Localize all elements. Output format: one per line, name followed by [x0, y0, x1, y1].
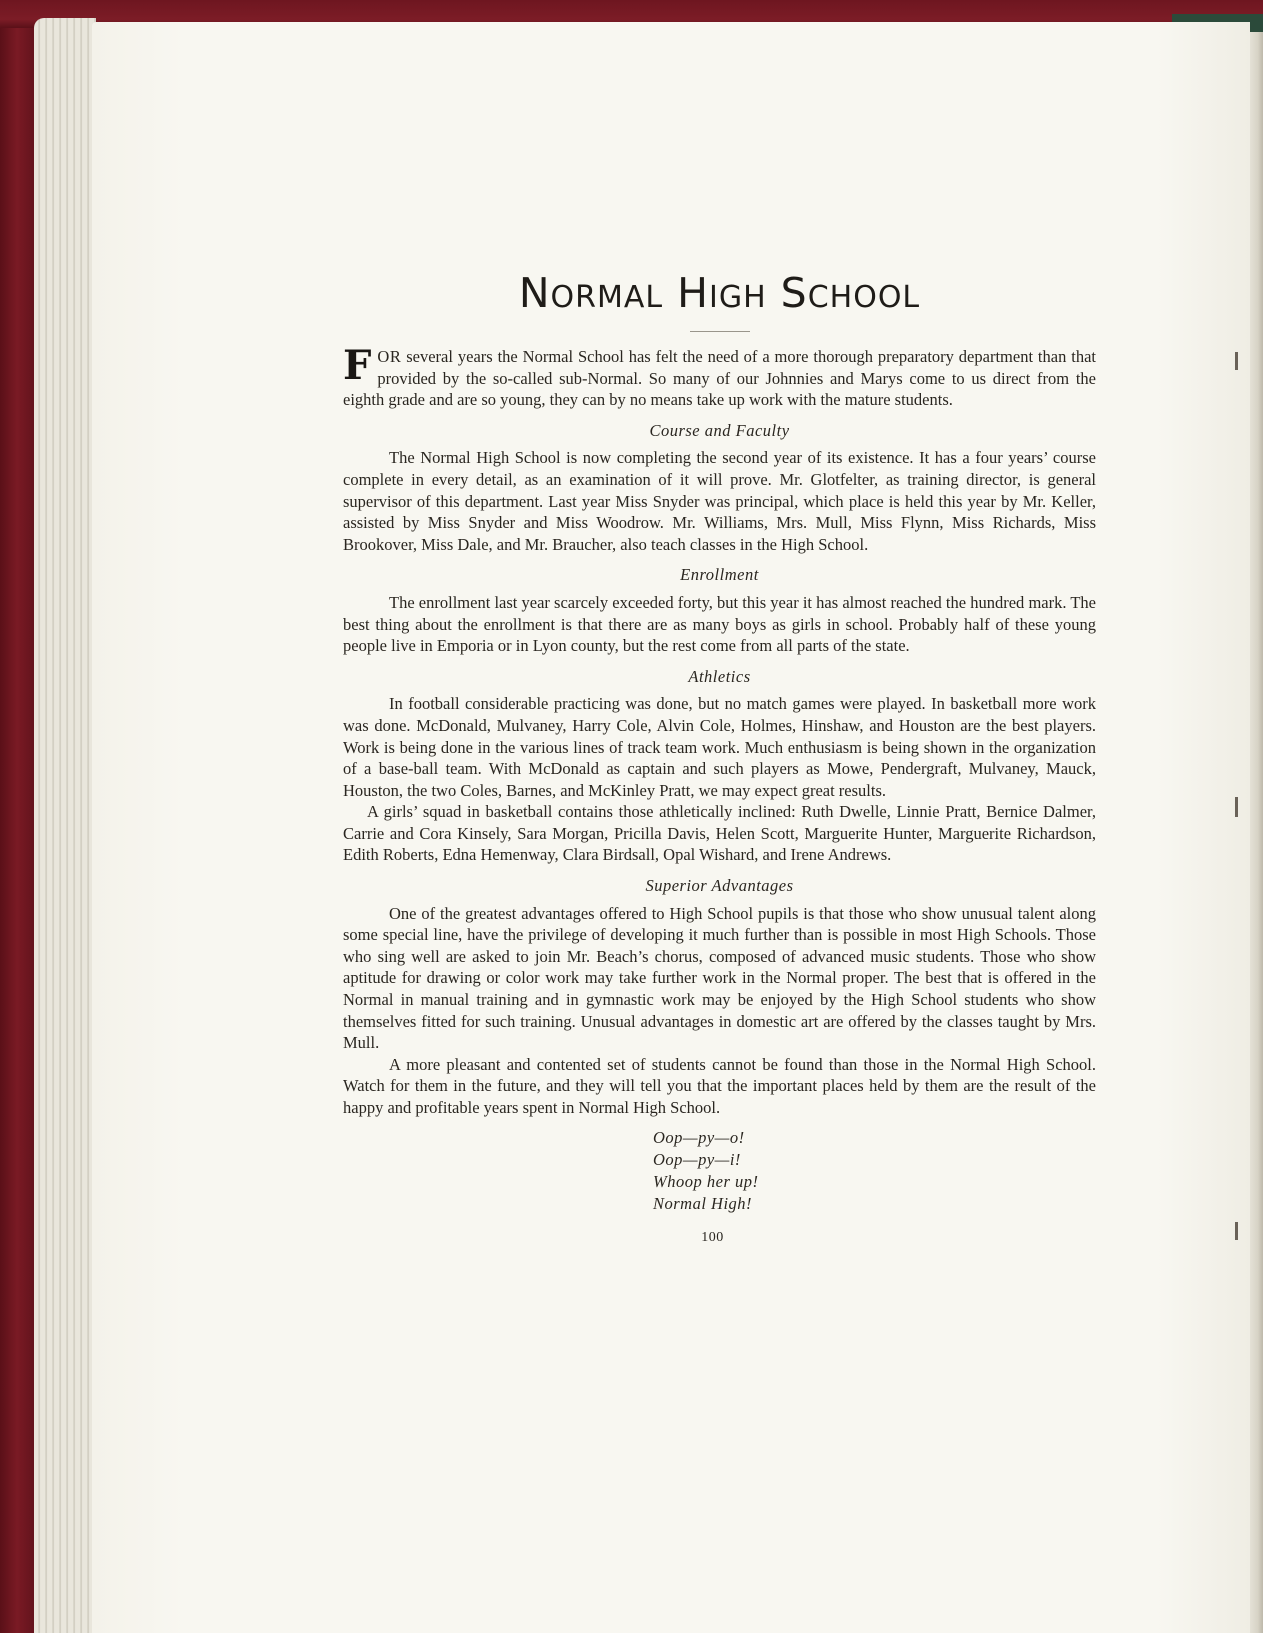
title-initial: N [518, 269, 551, 317]
intro-paragraph [343, 342, 1096, 411]
page-stack [34, 18, 96, 1633]
cheer-line: Oop—py—i! [653, 1149, 741, 1169]
section-heading-enrollment: Enrollment [680, 565, 759, 585]
title-initial: S [780, 269, 808, 317]
page-content [343, 268, 1096, 1248]
intro-first-word: OR [377, 347, 402, 366]
section-paragraph: The enrollment last year scarcely exceeded forty, but this year it has almost reached the hundred mark. The best thing about the enrollment is that there are as many boys as girls in school. Probably half of these young people live in Emporia or in Lyon county, but the rest come from all parts of the state. [343, 592, 1096, 656]
title-initial: H [677, 269, 709, 317]
right-page-edge [1250, 18, 1263, 1633]
drop-cap: F [343, 342, 372, 389]
edge-mark [1235, 1222, 1238, 1240]
section-paragraph: In football considerable practicing was done, but no match games were played. In basketball more work was done. McDonald, Mulvaney, Harry Cole, Alvin Cole, Holmes, Hinshaw, and Houston are the best players. Work is being done in the various lines of track team work. Much enthusiasm is being shown in the organization of a base-ball team. With McDonald as captain and such players as Mowe, Pendergraft, Mulvaney, Mauck, Houston, the two Coles, Barnes, and McKinley Pratt, we may expect great results. [343, 694, 1096, 800]
section-heading-course-faculty: Course and Faculty [649, 420, 790, 440]
section-heading-athletics: Athletics [688, 666, 751, 686]
page-number: 100 [701, 1229, 724, 1245]
school-cheer [653, 1127, 1096, 1215]
cheer-line: Oop—py—o! [653, 1127, 745, 1147]
title-word: CHOOL [807, 280, 921, 315]
title-word: ORMAL [550, 280, 664, 315]
section-paragraph: One of the greatest advantages offered to High School pupils is that those who show unusual talent along some special line, have the privilege of developing it much further than is possible in most High Schools. Those who sing well are asked to join Mr. Beach’s chorus, composed of advanced music students. Those who show aptitude for drawing or color work may take further work in the Normal proper. The best that is offered in the Normal in manual training and in gymnastic work may be enjoyed by the High School students who show themselves fitted for such training. Unusual advantages in domestic art are offered by the classes taught by Mrs. Mull. [343, 903, 1096, 1053]
book-binding [0, 0, 38, 1633]
intro-text: several years the Normal School has felt the need of a more thorough preparatory department than that provided by the so-called sub-Normal. So many of our Johnnies and Marys come to us direct from the eighth grade and are so young, they can by no means take up work with the mature students. [343, 347, 1096, 410]
title-word: IGH [708, 280, 767, 315]
section-paragraph: A girls’ squad in basketball contains those athletically inclined: Ruth Dwelle, Linnie Pratt, Bernice Dalmer, Carrie and Cora Kinsely, Sara Morgan, Pricilla Davis, Helen Scott, Marguerite Hunter, Marguerite Richardson, Edith Roberts, Edna Hemenway, Clara Birdsall, Opal Wishard, and Irene Andrews. [343, 802, 1096, 865]
cheer-line: Normal High! [653, 1193, 753, 1213]
page-title [343, 268, 1096, 323]
section-heading-superior-advantages: Superior Advantages [645, 876, 794, 896]
edge-mark [1235, 797, 1238, 817]
section-paragraph: A more pleasant and contented set of students cannot be found than those in the Normal High School. Watch for them in the future, and they will tell you that the important places held by them are the result of the happy and profitable years spent in Normal High School. [343, 1054, 1096, 1117]
cheer-line: Whoop her up! [653, 1171, 759, 1191]
section-paragraph: The Normal High School is now completing the second year of its existence. It has a four years’ course complete in every detail, as an examination of it will prove. Mr. Glotfelter, as training director, is general supervisor of this department. Last year Miss Snyder was principal, which place is held this year by Mr. Keller, assisted by Miss Snyder and Miss Woodrow. Mr. Williams, Mrs. Mull, Miss Flynn, Miss Richards, Miss Brookover, Miss Dale, and Mr. Braucher, also teach classes in the High School. [343, 448, 1096, 554]
edge-mark [1235, 352, 1238, 370]
title-divider [690, 331, 750, 332]
